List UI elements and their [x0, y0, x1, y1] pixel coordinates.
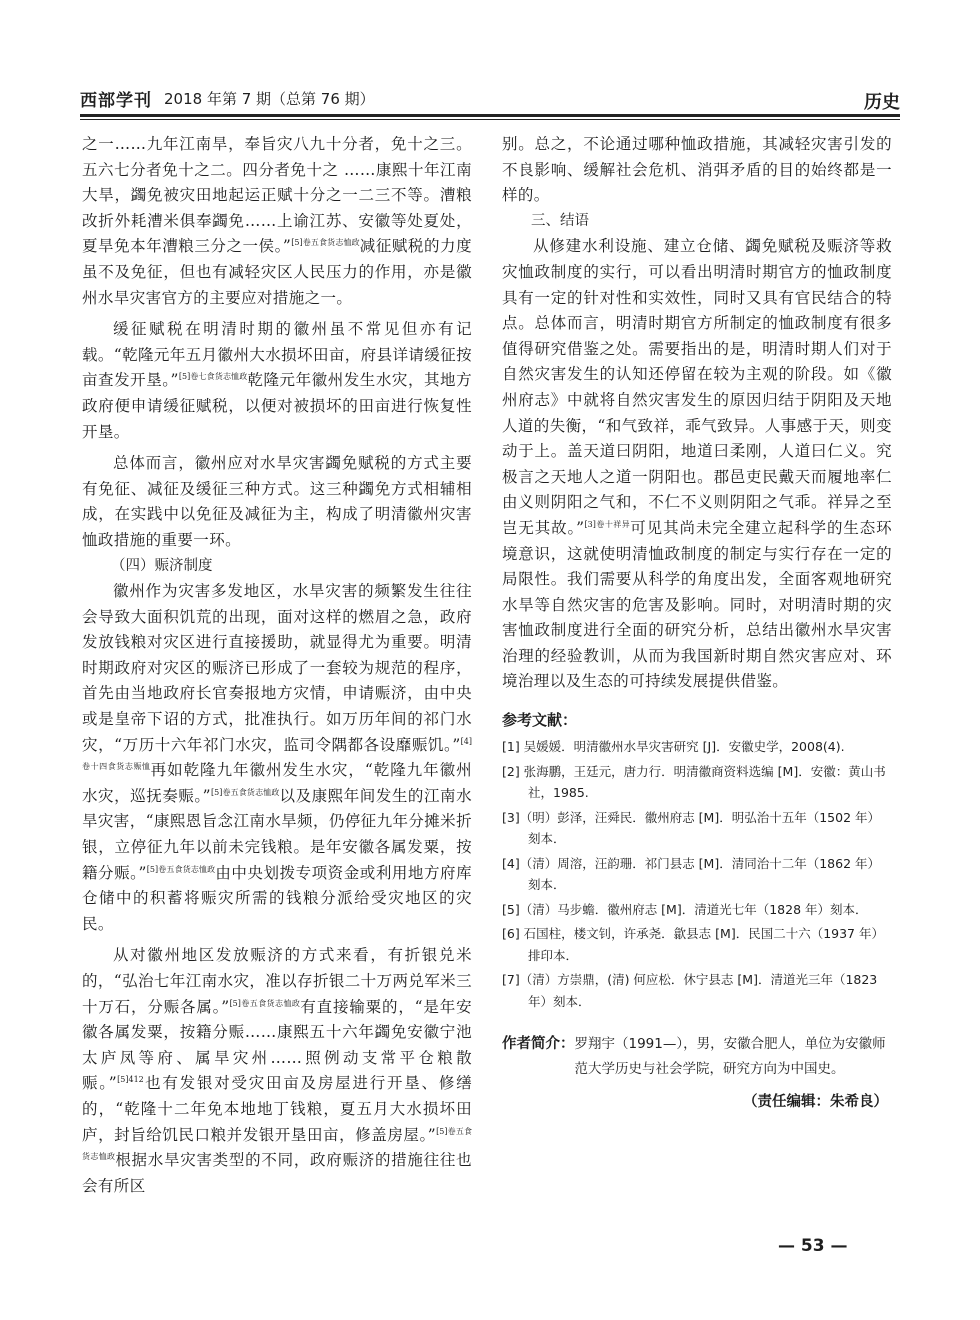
paragraph: 徽州作为灾害多发地区，水旱灾害的频繁发生往往会导致大面积饥荒的出现，面对这样的燃眉之急，政府发放钱粮对灾区进行直接援助，就显得尤为重要。明清时期政府对灾区的赈济已形成了一套较为规范的程序，首先由当地政府长官奏报地方灾情，申请赈济，由中央或是皇帝下诏的方式，批准执行。如万历年间的祁门水灾，“万历十六年祁门水灾，监司令隅都各设靡赈饥。”$^{[4]卷十四食货志赈恤}$再如乾隆九年徽州发生水灾，“乾隆九年徽州水灾，巡抚奏赈。”$^{[5]卷五食货志恤政}$以及康熙年间发生的江南水旱灾害，“康熙恩旨念江南水旱频，仍停征九年分摊米折银，立停征九年以前未完钱粮。是年安徽各属发粟，按籍分赈。”$^{[5]卷五食货志恤政}$由中央划拨专项资金或利用地方府库仓储中的积蓄将赈灾所需的钱粮分派给受灾地区的灾民。: [82, 582, 473, 933]
author-bio-text: 罗翔宇（1991—），男，安徽合肥人，单位为安徽师范大学历史与社会学院，研究方向为中国史。: [574, 1036, 886, 1078]
citation: [5]卷五食货志恤政: [210, 787, 280, 797]
citation: [5]卷五食货志恤政: [291, 238, 360, 248]
citation: [5]卷五食货志恤政: [82, 1126, 472, 1161]
author-bio-label: 作者简介：: [502, 1036, 575, 1053]
paragraph: 缓征赋税在明清时期的徽州虽不常见但亦有记载。“乾隆元年五月徽州大水损坏田亩，府县详请缓征按亩查发开垦。”$^{[5]卷七食货志恤政}$乾隆元年徽州发生水灾，其地方政府便申请缓征赋税，以便对被损坏的田亩进行恢复性开垦。: [82, 320, 472, 441]
references-heading: 参考文献：: [502, 711, 578, 730]
issue-info: 2018 年第 7 期（总第 76 期）: [164, 90, 375, 108]
reference-item: [2] 张海鹏，王廷元，唐力行．明清徽商资料选编 [M]．安徽：黄山书社，1985.: [502, 763, 886, 801]
citation: [5]卷五食货志恤政: [146, 864, 216, 874]
reference-list: [502, 736, 892, 1012]
author-bio: [502, 1032, 892, 1082]
citation: [5]卷七食货志恤政: [178, 372, 248, 382]
paragraph: 从修建水利设施、建立仓储、蠲免赋税及赈济等救灾恤政制度的实行，可以看出明清时期官方的恤政制度具有一定的针对性和实效性，同时又具有官民结合的特点。总体而言，明清时期官方所制定的恤政制度有很多值得研究借鉴之处。需要指出的是，明清时期人们对于自然灾害发生的认知还停留在较为主观的阶段。如《徽州府志》中就将自然灾害发生的原因归结于阴阳及天地人道的失衡，“和气致祥，乖气致异。人事感于天，则变动于上。盖天道曰阴阳，地道曰柔刚，人道曰仁义。究极言之天地人之道一阴阳也。郡邑吏民戴天而履地率仁由义则阴阳之气和，不仁不义则阴阳之气乖。祥异之至岂无其故。”$^{[3]卷十祥异}$可见其尚未完全建立起科学的生态环境意识，这就使明清恤政制度的制定与实行存在一定的局限性。我们需要从科学的角度出发，全面客观地研究水旱等自然灾害的危害及影响。同时，对明清时期的灾害恤政制度进行全面的研究分析，总结出徽州水旱灾害治理的经验教训，从而为我国新时期自然灾害应对、环境治理以及生态的可持续发展提供借鉴。: [502, 237, 893, 691]
journal-title: 西部学刊: [80, 91, 152, 111]
section-subheading: （四）赈济制度: [111, 557, 213, 574]
reference-item: [4]（清）周溶，汪韵珊．祁门县志 [M]．清同治十二年（1862 年）刻本．: [502, 855, 881, 893]
header-rule-thick: [80, 114, 900, 117]
reference-item: [5]（清）马步蟾．徽州府志 [M]．清道光七年（1828 年）刻本．: [502, 901, 868, 917]
citation: [4]卷十四食货志赈恤: [82, 736, 472, 772]
responsible-editor: （责任编辑：朱希良）: [743, 1094, 888, 1111]
reference-item: [7]（清）方崇鼎，(清) 何应松．休宁县志 [M]．清道光三年（1823 年）刻本．: [502, 972, 878, 1009]
reference-item: [6] 石国柱，楼文钊，许承尧．歙县志 [M]．民国二十六（1937 年）排印本．: [502, 926, 884, 963]
section-subheading: 三、结语: [531, 212, 589, 229]
citation: [5]412: [117, 1075, 144, 1085]
header-rule-thin: [80, 119, 900, 120]
left-column: [82, 132, 472, 1199]
right-column: [502, 132, 892, 1111]
paragraph: 从对徽州地区发放赈济的方式来看，有折银兑米的，“弘治七年江南水灾，准以存折银二十万两兑军米三十万石，分赈各属。”$^{[5]卷五食货志恤政}$有直接输粟的，“是年安徽各属发粟，按籍分赈……康熙五十六年蠲免安徽宁池太庐凤等府、属旱灾州……照例动支常平仓粮散赈。”$^{[5]412}$也有发银对受灾田亩及房屋进行开垦、修缮的，“乾隆十二年免本地地丁钱粮，夏五月大水损坏田庐，封旨给饥民口粮并发银开垦田亩，修盖房屋。”$^{[5]卷五食货志恤政}$根据水旱灾害类型的不同，政府赈济的措施往往也会有所区: [82, 946, 473, 1195]
paragraph: 之一……九年江南旱，奉旨灾八九十分者，免十之三。五六七分者免十之二。四分者免十之 ……康熙十年江南大旱，蠲免被灾田地起运正赋十分之一二三不等。漕粮改折外耗漕米俱奉蠲免……上谕江苏、安徽等处夏处，夏旱免本年漕粮三分之一侯。”$^{[5]卷五食货志恤政}$减征赋税的力度虽不及免征，但也有减轻灾区人民压力的作用，亦是徽州水旱灾害官方的主要应对措施之一。: [82, 135, 472, 307]
section-label: 历史: [864, 92, 900, 113]
paragraph: 别。总之，不论通过哪种恤政措施，其减轻灾害引发的不良影响、缓解社会危机、消弭矛盾的目的始终都是一样的。: [502, 135, 892, 205]
citation: [5]卷五食货志恤政: [229, 998, 301, 1008]
reference-item: [3]（明）彭泽，汪舜民．徽州府志 [M]．明弘治十五年（1502 年）刻本．: [502, 809, 881, 847]
reference-item: [1] 吴媛媛．明清徽州水旱灾害研究 [J]．安徽史学，2008(4).: [502, 739, 845, 755]
citation: [3]卷十祥异: [584, 519, 631, 529]
paragraph: 总体而言，徽州应对水旱灾害蠲免赋税的方式主要有免征、减征及缓征三种方式。这三种蠲免方式相辅相成，在实践中以免征及减征为主，构成了明清徽州灾害恤政措施的重要一环。: [82, 454, 472, 549]
page-number: — 53 —: [778, 1236, 848, 1256]
